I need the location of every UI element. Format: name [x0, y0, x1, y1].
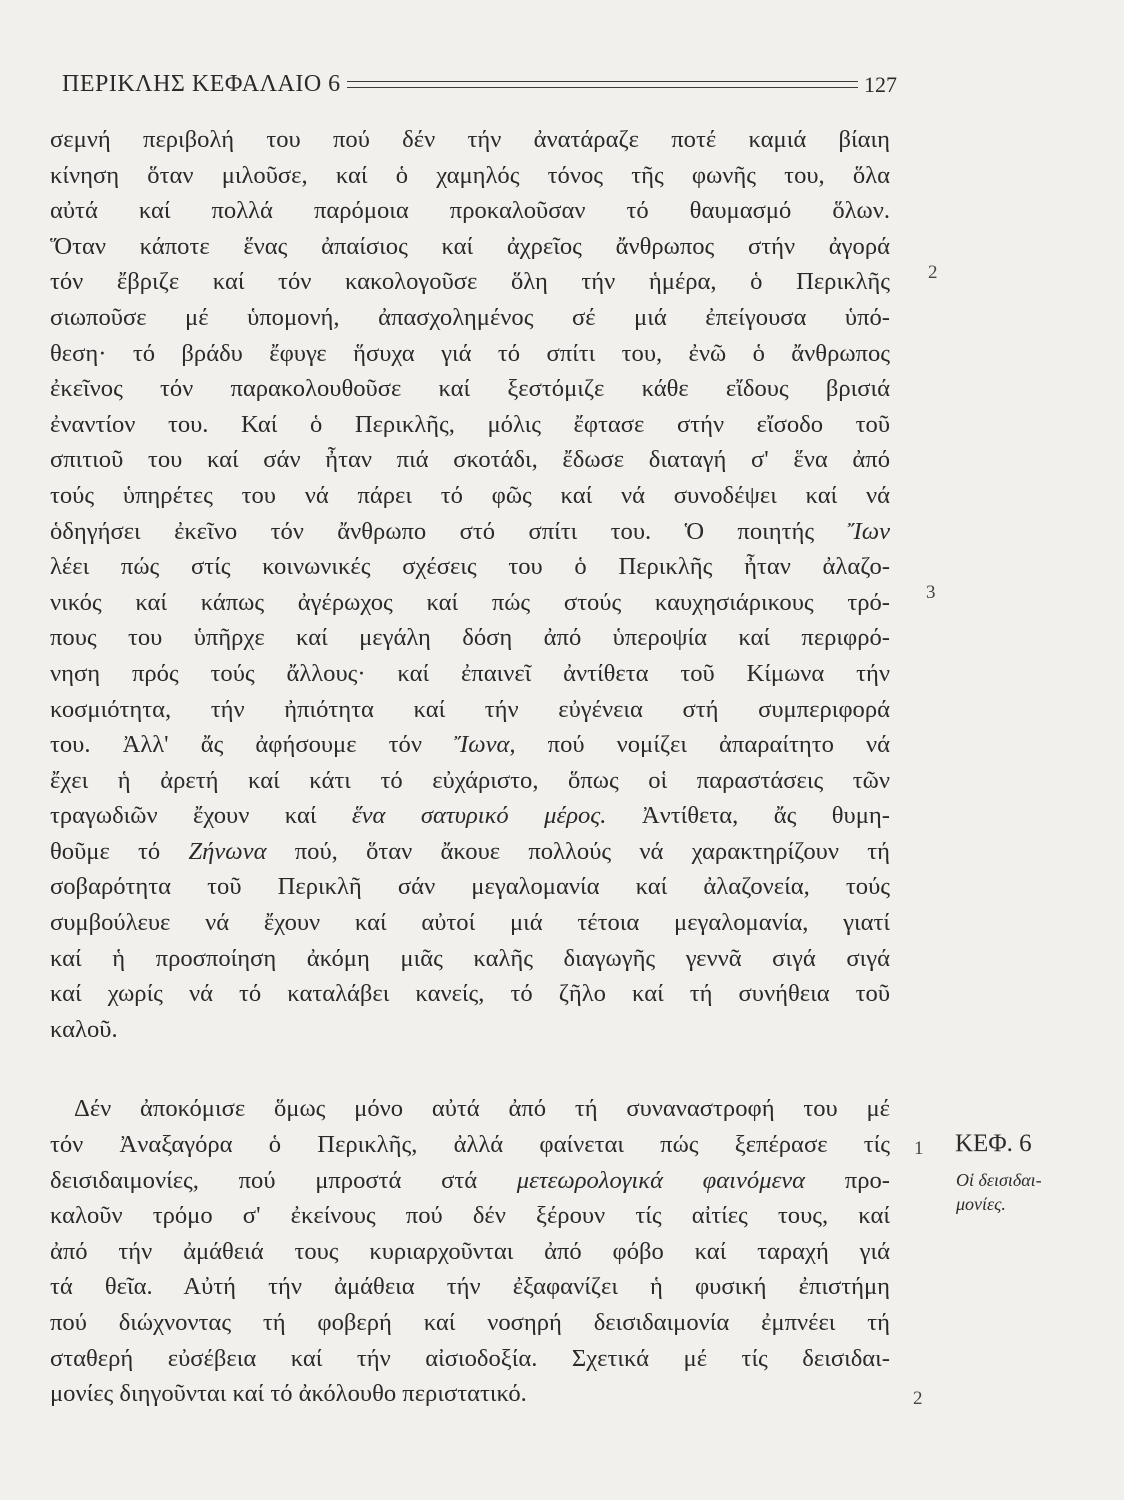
chapter-reference: ΚΕΦ. 6 [955, 1130, 1032, 1157]
text-segment: προ- [844, 1166, 890, 1194]
text-line: ἔχει ἡ ἀρετή καί κάτι τό εὐχάριστο, ὅπως οἱ παραστάσεις τῶν [50, 766, 890, 794]
text-segment: τραγωδιῶν ἔχουν καί [50, 802, 317, 830]
paragraph-1 [50, 122, 890, 1047]
text-segment: πού, ὅταν ἄκουε πολλούς νά χαρακτηρίζουν τή [294, 837, 890, 865]
text-line: τόν ἔβριζε καί τόν κακολογοῦσε ὅλη τήν ἡμέρα, ὁ Περικλῆς [50, 268, 890, 296]
body-text [50, 122, 890, 1412]
header-double-rule [347, 81, 858, 88]
text-segment: του. Ἀλλ' ἄς ἀφήσουμε τόν [50, 731, 422, 759]
text-line: σεμνή περιβολή του πού δέν τήν ἀνατάραζε ποτέ καμιά βίαιη [50, 126, 890, 153]
text-line: καί ἡ προσποίηση ἀκόμη μιᾶς καλῆς διαγωγῆς γεννᾶ σιγά σιγά [50, 944, 890, 972]
text-segment: πού νομίζει ἀπαραίτητο νά [547, 731, 891, 759]
running-header [62, 58, 897, 98]
text-line: νικός καί κάπως ἀγέρωχος καί πώς στούς καυχησιάρικους τρό- [50, 588, 890, 616]
text-line: σπιτιοῦ του καί σάν ἦταν πιά σκοτάδι, ἔδωσε διαταγή σ' ἕνα ἀπό [50, 446, 890, 474]
text-segment: Ἀντίθετα, ἄς θυμη- [641, 802, 890, 830]
margin-section-number: 3 [926, 582, 936, 603]
text-segment: δεισιδαιμονίες, πού μπροστά στά [50, 1166, 478, 1194]
text-line: σιωποῦσε μέ ὑπομονή, ἀπασχολημένος σέ μιά ἐπείγουσα ὑπό- [50, 303, 890, 331]
text-line: τά θεῖα. Αὐτή τήν ἀμάθεια τήν ἐξαφανίζει ἡ φυσική ἐπιστήμη [50, 1273, 890, 1301]
text-line: τόν Ἀναξαγόρα ὁ Περικλῆς, ἀλλά φαίνεται πώς ξεπέρασε τίς [50, 1131, 890, 1159]
text-line: θεση· τό βράδυ ἔφυγε ἥσυχα γιά τό σπίτι του, ἐνῶ ὁ ἄνθρωπος [50, 339, 890, 367]
text-line: ἀπό τήν ἀμάθειά τους κυριαρχοῦνται ἀπό φόβο καί ταραχή γιά [50, 1237, 890, 1265]
text-line: ἐκεῖνος τόν παρακολουθοῦσε καί ξεστόμιζε κάθε εἴδους βρισιά [50, 375, 890, 403]
text-line: καλοῦν τρόμο σ' ἐκείνους πού δέν ξέρουν τίς αἰτίες τους, καί [50, 1202, 890, 1230]
text-line: καλοῦ. [50, 1015, 118, 1043]
text-segment: θοῦμε τό [50, 837, 161, 865]
text-line: Δέν ἀποκόμισε ὅμως μόνο αὐτά ἀπό τή συναναστροφή του μέ [74, 1095, 890, 1123]
text-line: νηση πρός τούς ἄλλους· καί ἐπαινεῖ ἀντίθετα τοῦ Κίμωνα τήν [50, 659, 890, 687]
text-line: λέει πώς στίς κοινωνικές σχέσεις του ὁ Περικλῆς ἦταν ἀλαζο- [50, 553, 890, 581]
text-line [50, 798, 890, 834]
text-line: κοσμιότητα, τήν ἠπιότητα καί τήν εὐγένεια στή συμπεριφορά [50, 695, 890, 723]
text-line: αὐτά καί πολλά παρόμοια προκαλοῦσαν τό θαυμασμό ὅλων. [50, 197, 890, 225]
italic-phrase: ἕνα σατυρικό μέρος. [351, 802, 607, 830]
text-line: μονίες διηγοῦνται καί τό ἀκόλουθο περιστατικό. [50, 1380, 527, 1408]
text-segment: ὁδηγήσει ἐκεῖνο τόν ἄνθρωπο στό σπίτι του. Ὁ ποιητής [50, 517, 815, 545]
text-line: πους του ὑπῆρχε καί μεγάλη δόση ἀπό ὑπεροψία καί περιφρό- [50, 624, 890, 652]
text-line: συμβούλευε νά ἔχουν καί αὐτοί μιά τέτοια μεγαλομανία, γιατί [50, 909, 890, 937]
running-title: ΠΕΡΙΚΛΗΣ ΚΕΦΑΛΑΙΟ 6 [62, 71, 341, 97]
text-line: σοβαρότητα τοῦ Περικλῆ σάν μεγαλομανία καί ἀλαζονεία, τούς [50, 873, 890, 901]
text-line [50, 727, 890, 763]
text-line: τούς ὑπηρέτες του νά πάρει τό φῶς καί νά συνοδέψει καί νά [50, 481, 890, 509]
italic-name-zenon: Ζήνωνα [188, 837, 267, 865]
italic-name-ion: Ἴων [847, 517, 890, 545]
text-line [50, 1163, 890, 1199]
margin-section-number: 2 [913, 1388, 923, 1409]
chapter-subtitle [956, 1168, 1076, 1216]
text-line: καί χωρίς νά τό καταλάβει κανείς, τό ζῆλο καί τή συνήθεια τοῦ [50, 980, 890, 1008]
chapter-subtitle-line: Οἱ δεισιδαι- [956, 1170, 1042, 1190]
page-number: 127 [864, 72, 897, 97]
paragraph-2 [50, 1091, 890, 1411]
text-line: Ὅταν κάποτε ἕνας ἀπαίσιος καί ἀχρεῖος ἄνθρωπος στήν ἀγορά [50, 232, 890, 260]
text-line: σταθερή εὐσέβεια καί τήν αἰσιοδοξία. Σχετικά μέ τίς δεισιδαι- [50, 1344, 890, 1372]
margin-section-number: 2 [928, 262, 938, 283]
italic-phrase: μετεωρολογικά φαινόμενα [516, 1166, 806, 1194]
text-line [50, 514, 890, 550]
text-line: κίνηση ὅταν μιλοῦσε, καί ὁ χαμηλός τόνος τῆς φωνῆς του, ὅλα [50, 161, 890, 189]
chapter-subtitle-line: μονίες. [956, 1194, 1006, 1214]
text-line: πού διώχνοντας τή φοβερή καί νοσηρή δεισιδαιμονία ἐμπνέει τή [50, 1309, 890, 1336]
margin-section-number: 1 [914, 1138, 924, 1159]
text-line [50, 834, 890, 870]
italic-name-iona: Ἴωνα, [454, 731, 516, 759]
text-line: ἐναντίον του. Καί ὁ Περικλῆς, μόλις ἔφτασε στήν εἴσοδο τοῦ [50, 410, 890, 438]
